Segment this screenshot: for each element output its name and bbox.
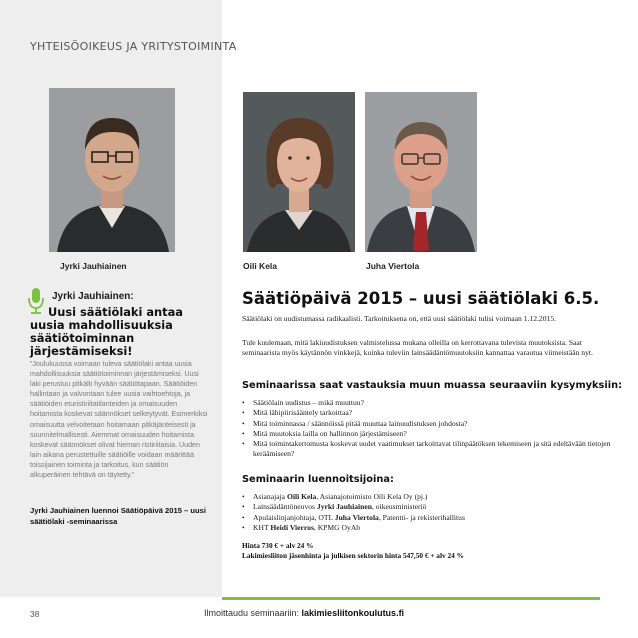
list-item: • Apulaislinjanjohtaja, OTL Juha Viertola, Patentti- ja rekisterihallitus: [242, 512, 465, 522]
registration-link[interactable]: lakimiesliitonkoulutus.fi: [301, 608, 405, 618]
speakers-heading: Seminaarin luennoitsijoina:: [242, 474, 394, 485]
list-item: • Mitä toiminnassa / säännöissä pitää muuttaa lainuudistuksen johdosta?: [242, 418, 468, 428]
quote-note: Jyrki Jauhiainen luennoi Säätiöpäivä 2015 – uusi säätiölaki -seminaarissa: [30, 506, 206, 526]
section-title: YHTEISÖOIKEUS JA YRITYSTOIMINTA: [30, 40, 237, 53]
list-item: • Lainsäädäntöneuvos Jyrki Jauhiainen, oikeusministeriö: [242, 502, 427, 512]
quote-body: ”Joulukuussa voimaan tuleva säätiölaki antaa uusia mahdollisuuksia säätiötoiminnan järjestämiseksi. Uusi laki perustuu pitkälti hyvään säätiötapaan. Säätiöiden hallintaan ja valvontaan tulee uusia vaihtoehtoja, ja säätiöiden eturistiriitatilanteiden ja omaisuuden hoitamista koskevat säännökset selkeytyvät. Esimerkiksi omaisuutta velvoitetaan hoitamaan pitkäjänteisesti ja suunnitelmallisesti. Aiemmat omaisuuden hoitamista koskevat säännökset olivat hieman ristiriitaisia. Uuden lain aikana perustettuille säätiöille voidaan määrittää toissijainen toiminta ja tarkoitus, kun säätiön alkuperäinen tehtävä on täytetty.”: [30, 360, 208, 480]
speakers-list: [242, 492, 617, 533]
footer-registration: [204, 608, 404, 618]
questions-list: [242, 398, 617, 460]
description-paragraph: Tule kuulemaan, mitä lakiuudistuksen valmistelussa mukana olleilla on kerrottavana tulevista muutoksista. Saat seminaarista myös käytännön vinkkejä, kuinka tuleviin lainsäädäntömuutoksiin kannattaa varautua viimeistään nyt.: [242, 338, 593, 358]
page-number: 38: [30, 609, 40, 619]
price-regular: Hinta 730 € + alv 24 %: [242, 541, 314, 550]
portrait-jyrki-jauhiainen: [49, 88, 175, 252]
intro-paragraph: Säätiölaki on uudistumassa radikaalisti. Tarkoituksena on, että uusi säätiölaki tulisi voimaan 1.12.2015.: [242, 314, 556, 323]
portrait-juha-viertola: [365, 92, 477, 252]
price-member: Lakimiesliiton jäsenhinta ja julkisen sektorin hinta 547,50 € + alv 24 %: [242, 551, 464, 560]
questions-heading: Seminaarissa saat vastauksia muun muassa seuraaviin kysymyksiin:: [242, 380, 622, 391]
event-title: Säätiöpäivä 2015 – uusi säätiölaki 6.5.: [242, 289, 600, 308]
accent-divider: [222, 597, 600, 600]
footer-label: Ilmoittaudu seminaariin:: [204, 608, 302, 618]
list-item: • Mitä toimintakertomusta koskevat uudet vaatimukset tarkoittavat tilinpäätöksen tekemiseen ja sitä edeltävään tietojen keräämiseen?: [242, 439, 611, 459]
quote-title: Uusi säätiölaki antaa uusia mahdollisuuksia säätiötoiminnan järjestämiseksi!: [30, 305, 183, 358]
list-item: • Asianajaja Oili Kela, Asianajotoimisto Oili Kela Oy (pj.): [242, 492, 428, 501]
list-item: • Säätiölain uudistus – mikä muuttuu?: [242, 398, 364, 407]
caption-jyrki-jauhiainen: Jyrki Jauhiainen: [60, 261, 127, 271]
price-info: [242, 541, 464, 561]
list-item: • Mitä lähipiirisääntely tarkoittaa?: [242, 408, 353, 418]
portrait-oili-kela: [243, 92, 355, 252]
caption-oili-kela: Oili Kela: [243, 261, 278, 271]
list-item: • Mitä muutoksia lailla on hallinnon järjestämiseen?: [242, 428, 407, 438]
quote-speaker-name: Jyrki Jauhiainen:: [52, 291, 134, 302]
list-item: • KHT Heidi Vierros, KPMG OyAb: [242, 522, 361, 532]
caption-juha-viertola: Juha Viertola: [366, 261, 420, 271]
